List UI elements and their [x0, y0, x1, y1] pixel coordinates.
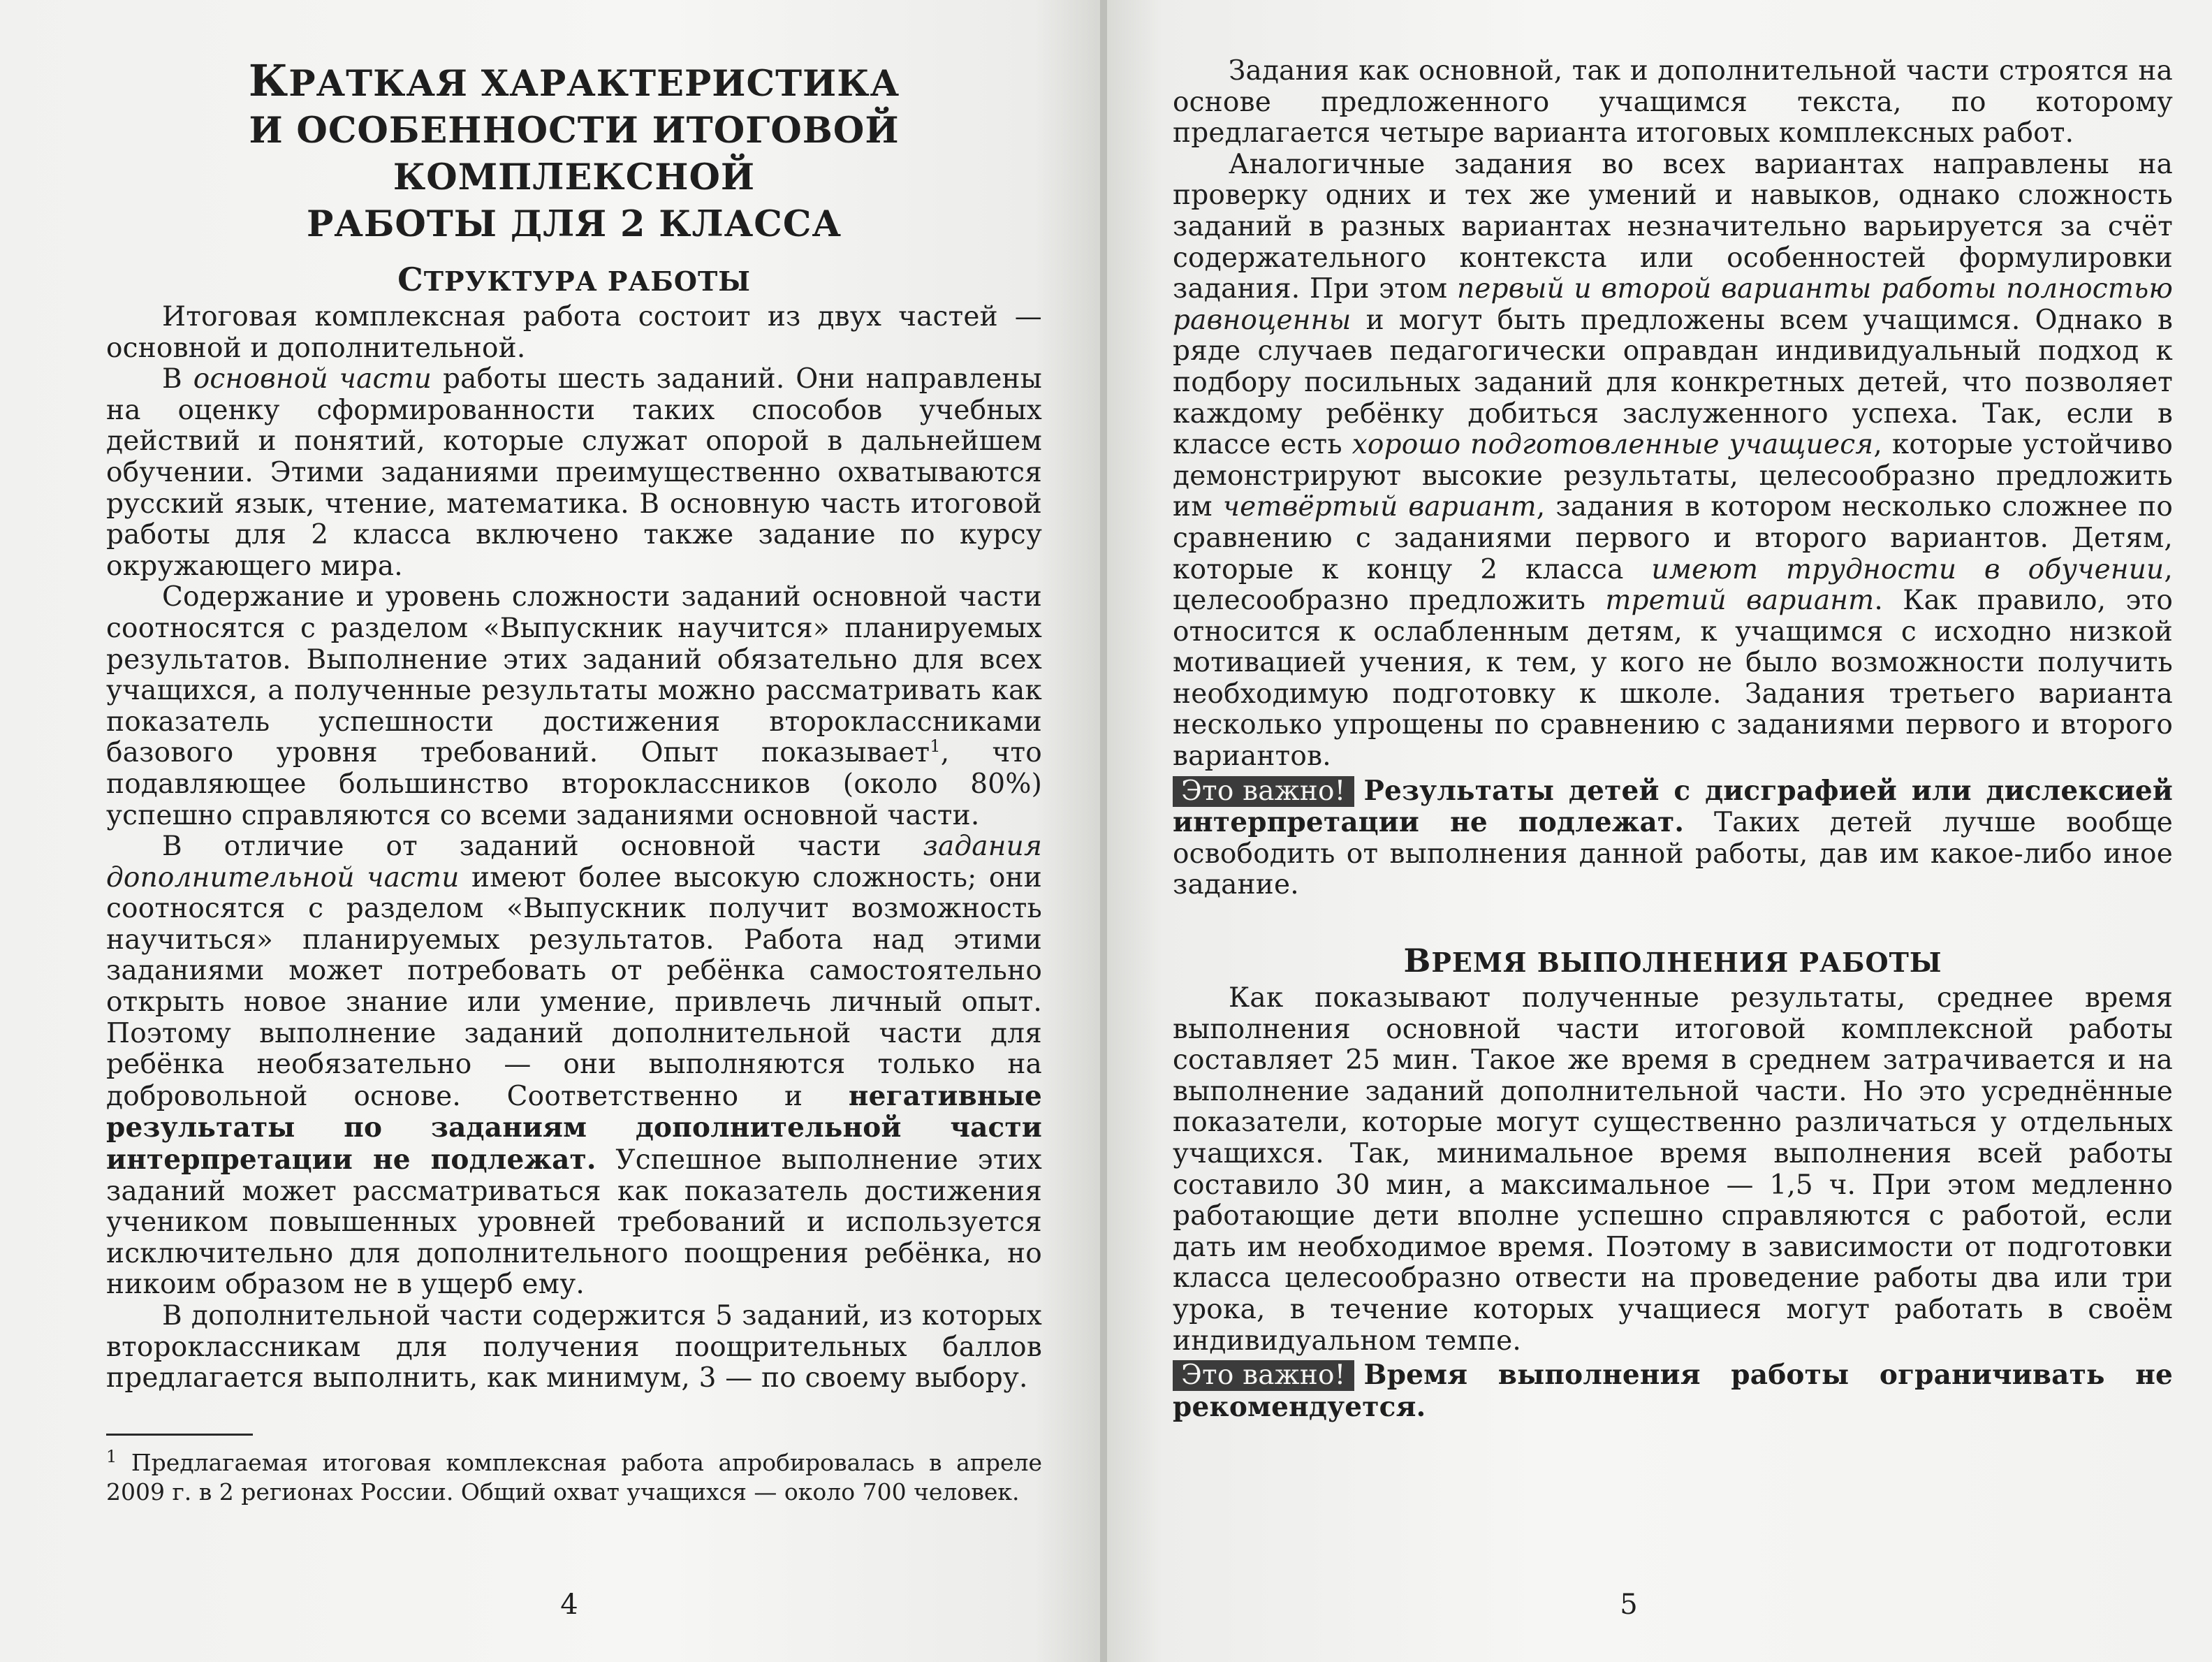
- section-heading-structure: СТРУКТУРА РАБОТЫ: [397, 261, 751, 298]
- left-page: [0, 0, 1100, 1662]
- paragraph-parts: Итоговая комплексная работа состоит из двух частей — основной и дополнительной.: [106, 301, 1042, 364]
- title-line-2: И ОСОБЕННОСТИ ИТОГОВОЙ КОМПЛЕКСНОЙ: [249, 110, 900, 198]
- page-number-right: 5: [1620, 1589, 1638, 1621]
- left-text-column: [106, 0, 1042, 1507]
- paragraph-main-difficulty: Содержание и уровень сложности заданий основной части соотносятся с разделом «Выпускник научится» планируемых результатов. Выполнение этих заданий обязательно для всех учащихся, а полученные результаты можно рассматривать как показатель успешности достижения второклассниками базового уровня требований. Опыт показывает$^1$, что подавляющее большинство второклассников (около 80%) успешно справляются со всеми заданиями основной части.: [106, 581, 1042, 831]
- footnote-marker: 1: [930, 736, 941, 757]
- paragraph-time: Как показывают полученные результаты, среднее время выполнения основной части итоговой комплексной работы составляет 25 мин. Такое же время в среднем затрачивается и на выполнение заданий дополнительной части. Но это усреднённые показатели, которые могут существенно различаться у отдельных учащихся. Так, минимальное время выполнения всей работы составило 30 мин, а максимальное — 1,5 ч. При этом медленно работающие дети вполне успешно справляются с работой, если дать им необходимое время. Поэтому в зависимости от подготовки класса целесообразно отвести на проведение работы два или три урока, в течение которых учащиеся могут работать в своём индивидуальном темпе.: [1173, 982, 2173, 1357]
- page-number-left: 4: [560, 1589, 578, 1621]
- right-page: [1107, 0, 2212, 1662]
- title-line-3: РАБОТЫ ДЛЯ 2 КЛАССА: [306, 203, 842, 245]
- footnote-rule: [106, 1434, 253, 1436]
- important-note-time: Это важно! Время выполнения работы ограничивать не рекомендуется.: [1173, 1359, 2173, 1423]
- paragraph-additional-part: В отличие от заданий основной части задания дополнительной части имеют более высокую сложность; они соотносятся с разделом «Выпускник получит возможность научиться» планируемых результатов. Работа над этими заданиями может потребовать от ребёнка самостоятельно открыть новое знание или умение, привлечь личный опыт. Поэтому выполнение заданий дополнительной части для ребёнка необязательно — они выполняются только на добровольной основе. Соответственно и негативные результаты по заданиям дополнительной части интерпретации не подлежат. Успешное выполнение этих заданий может рассматриваться как показатель достижения учеником повышенных уровней требований и используется исключительно для дополнительного поощрения ребёнка, но никоим образом не в ущерб ему.: [106, 831, 1042, 1301]
- page-title: [106, 57, 1042, 248]
- section-spacer: [1173, 901, 2173, 929]
- paragraph-variants: Задания как основной, так и дополнительной части строятся на основе предложенного учащимся текста, по которому предлагается четыре варианта итоговых комплексных работ.: [1173, 55, 2173, 150]
- title-line-1: КРАТКАЯ ХАРАКТЕРИСТИКА: [248, 55, 900, 106]
- important-badge: Это важно!: [1173, 1360, 1354, 1391]
- right-text-column: [1173, 0, 2173, 1423]
- paragraph-additional-count: В дополнительной части содержится 5 заданий, из которых второклассникам для получения поощрительных баллов предлагается выполнить, как минимум, 3 — по своему выбору.: [106, 1300, 1042, 1394]
- footnote: $^1$ Предлагаемая итоговая комплексная работа апробировалась в апреле 2009 г. в 2 регионах России. Общий охват учащихся — около 700 человек.: [106, 1446, 1042, 1506]
- paragraph-variants-difficulty: Аналогичные задания во всех вариантах направлены на проверку одних и тех же умений и навыков, однако сложность заданий в разных вариантах незначительно варьируется за счёт содержательного контекста или особенностей формулировки задания. При этом первый и второй варианты работы полностью равноценны и могут быть предложены всем учащимся. Однако в ряде случаев педагогически оправдан индивидуальный подход к подбору посильных заданий для конкретных детей, что позволяет каждому ребёнку добиться заслуженного успеха. Так, если в классе есть хорошо подготовленные учащиеся, которые устойчиво демонстрируют высокие результаты, целесообразно предложить им четвёртый вариант, задания в котором несколько сложнее по сравнению с заданиями первого и второго вариантов. Детям, которые к концу 2 класса имеют трудности в обучении, целесообразно предложить третий вариант. Как правило, это относится к ослабленным детям, к учащимся с исходно низкой мотивацией учения, к тем, у кого не было возможности получить необходимую подготовку к школе. Задания третьего варианта несколько упрощены по сравнению с заданиями первого и второго вариантов.: [1173, 148, 2174, 773]
- book-gutter: [1100, 0, 1107, 1662]
- section-heading-time: ВРЕМЯ ВЫПОЛНЕНИЯ РАБОТЫ: [1403, 942, 1942, 980]
- important-note-dysgraphia: Это важно! Результаты детей с дисграфией или дислексией интерпретации не подлежат. Таких детей лучше вообще освободить от выполнения данной работы, дав им какое-либо иное задание.: [1173, 774, 2173, 901]
- paragraph-main-part: В основной части работы шесть заданий. Они направлены на оценку сформированности таких способов учебных действий и понятий, которые служат опорой в дальнейшем обучении. Этими заданиями преимущественно охватываются русский язык, чтение, математика. В основную часть итоговой работы для 2 класса включено также задание по курсу окружающего мира.: [106, 363, 1042, 582]
- important-badge: Это важно!: [1173, 776, 1354, 807]
